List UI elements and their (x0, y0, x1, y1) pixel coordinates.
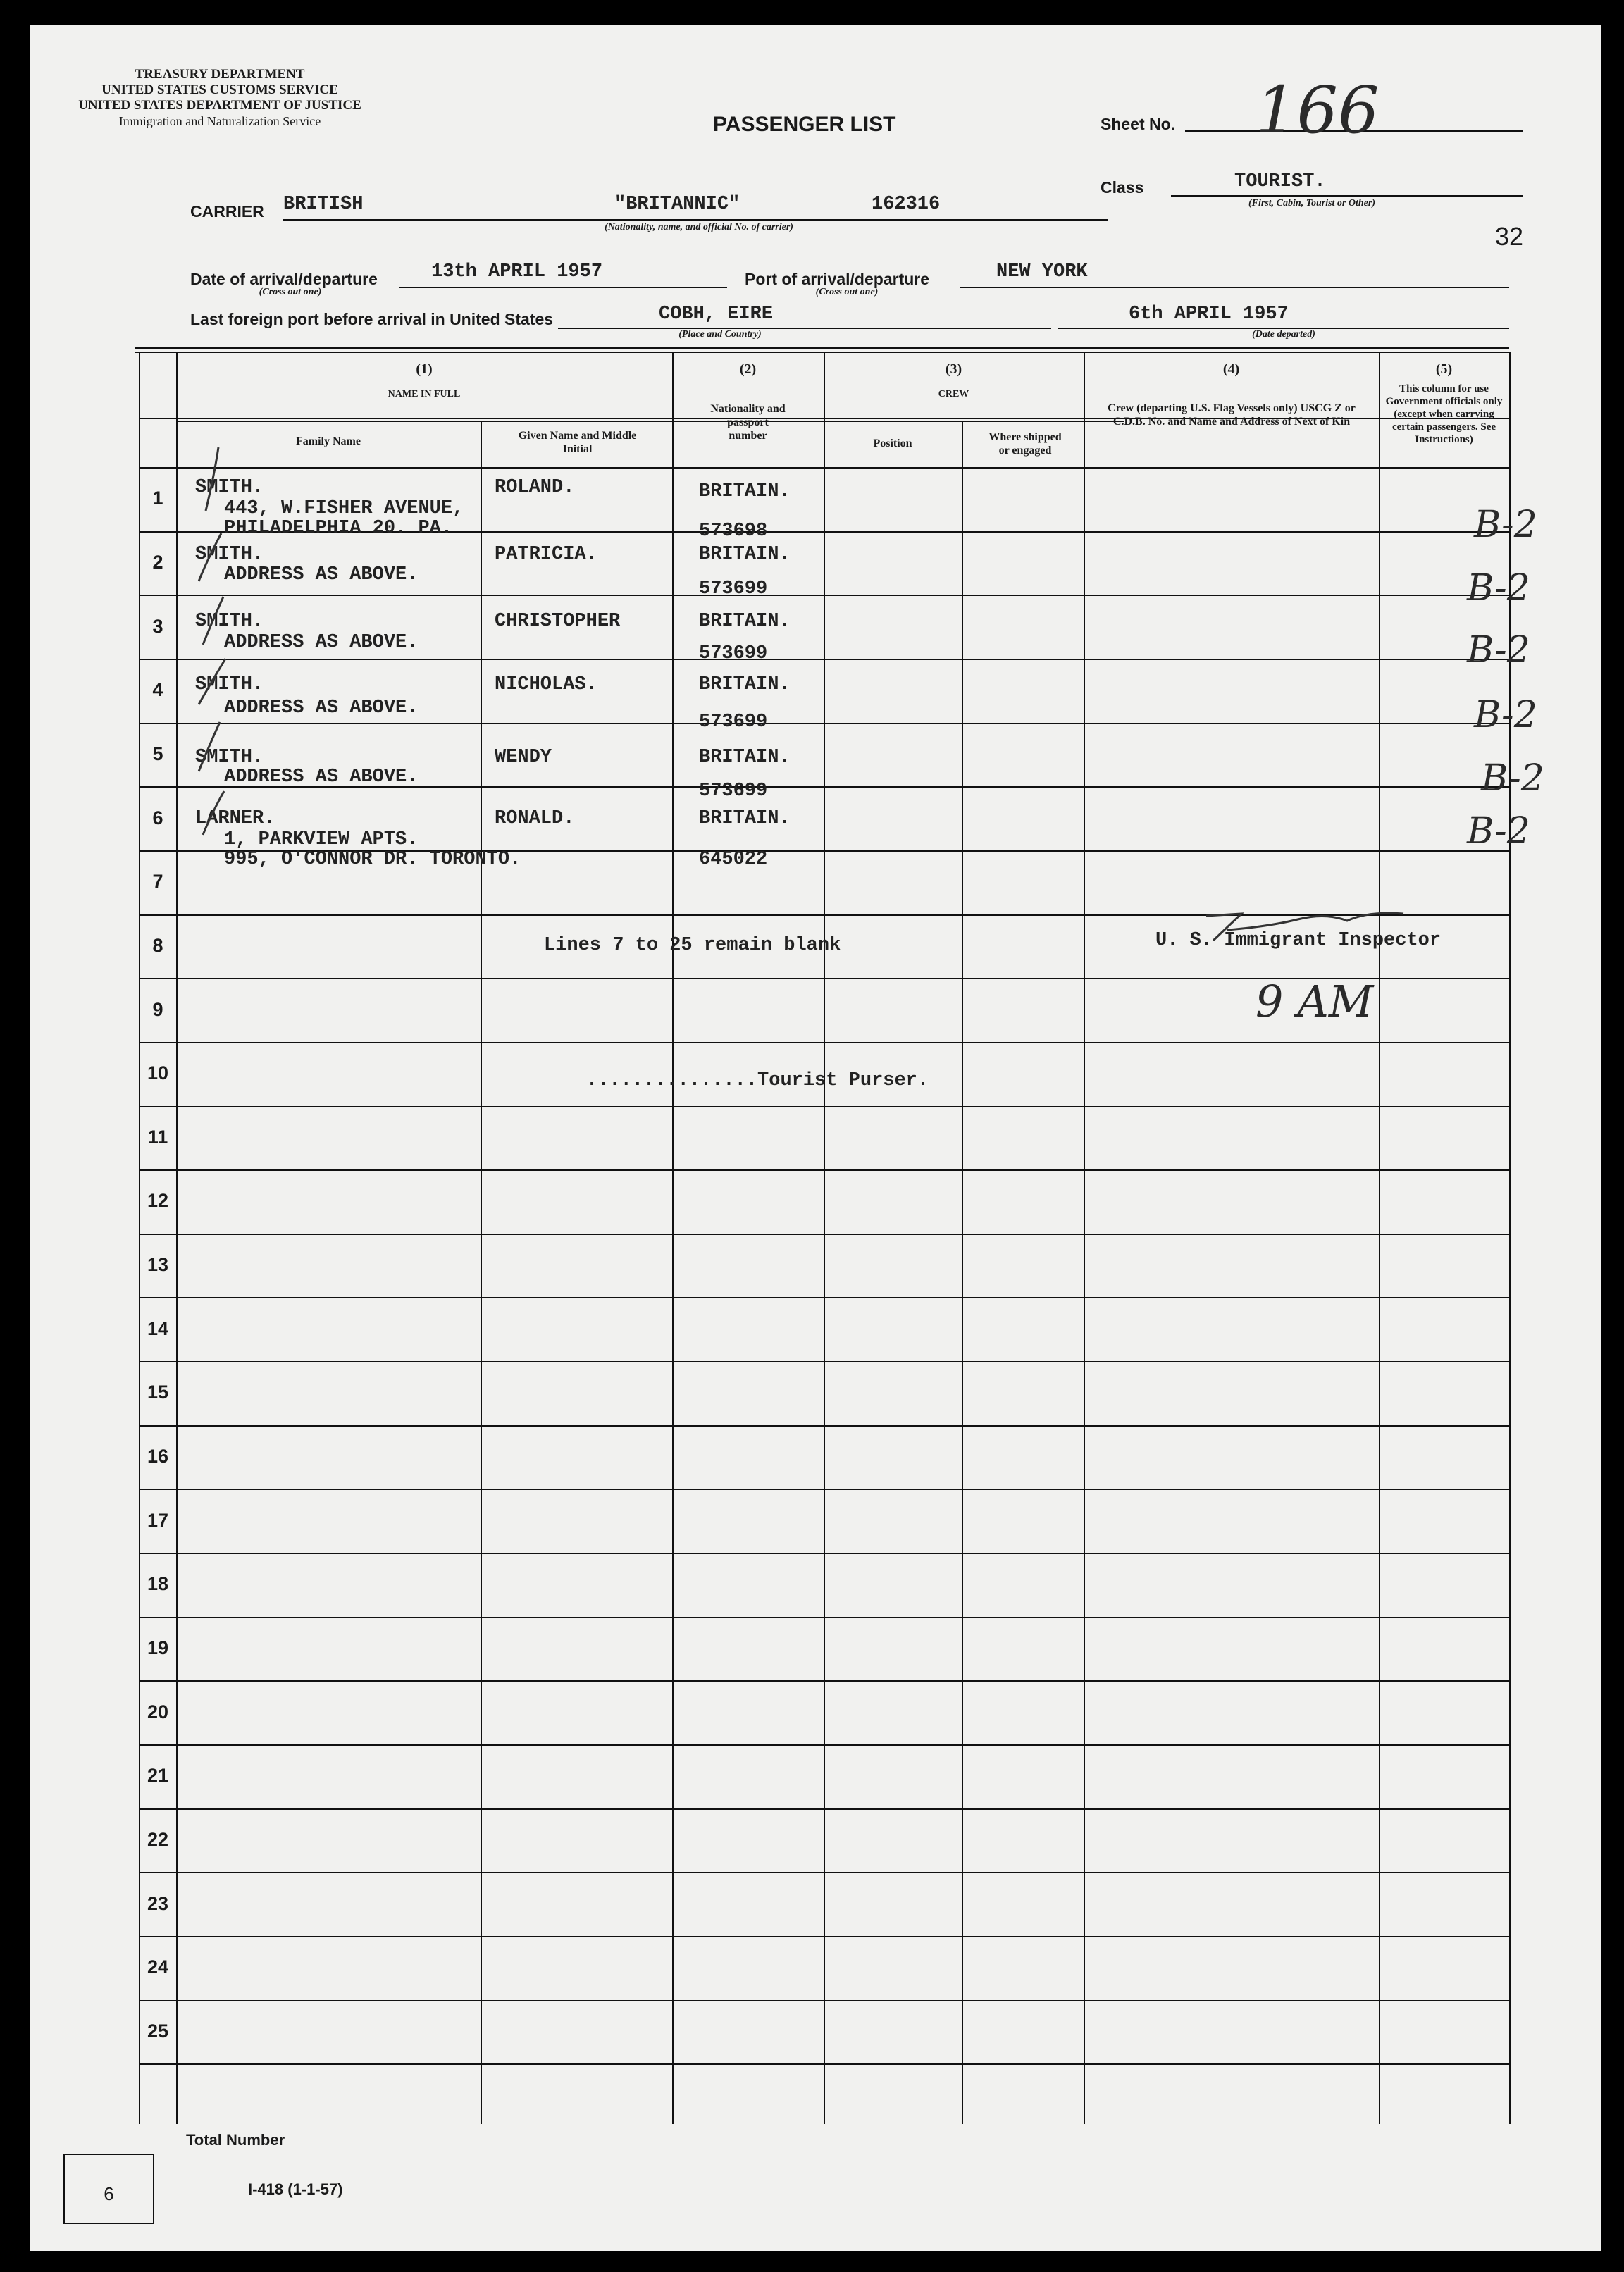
row-number: 5 (152, 743, 163, 764)
col1-number: (1) (416, 361, 433, 377)
purser-line: ...............Tourist Purser. (586, 1070, 929, 1091)
entry-5-family: SMITH. (195, 747, 264, 768)
entry-4-given: NICHOLAS. (495, 674, 597, 695)
page-title: PASSENGER LIST (713, 113, 896, 136)
entry-2-official-mark: B-2 (1467, 567, 1530, 609)
row-number: 1 (152, 488, 163, 509)
total-number-value: 6 (104, 2183, 114, 2204)
entry-5-passport: 573699 (699, 781, 768, 802)
entry-4-family: SMITH. (195, 674, 264, 695)
class-caption: (First, Cabin, Tourist or Other) (1248, 198, 1375, 209)
col-given-name: Given Name and Middle Initial (518, 430, 637, 455)
entry-4-passport: 573699 (699, 712, 768, 733)
entry-5-official-mark: B-2 (1481, 757, 1544, 800)
agency-line-justice: UNITED STATES DEPARTMENT OF JUSTICE (78, 98, 361, 113)
lastport-label: Last foreign port before arrival in United States (190, 310, 554, 328)
entry-1-given: ROLAND. (495, 477, 575, 498)
entry-4-address: ADDRESS AS ABOVE. (224, 697, 419, 719)
entry-3-official-mark: B-2 (1467, 629, 1530, 671)
col3-number: (3) (945, 361, 962, 377)
row-number: 12 (147, 1190, 169, 1211)
inspector-initials: 9 AM (1256, 976, 1374, 1027)
entry-6-family: LARNER. (195, 808, 275, 829)
entry-6-passport: 645022 (699, 849, 768, 870)
row-number: 14 (147, 1318, 169, 1339)
arrival-caption: (Cross out one) (259, 287, 322, 297)
row-number: 6 (152, 807, 163, 828)
row-number: 20 (147, 1701, 169, 1722)
blank-lines-note: Lines 7 to 25 remain blank (544, 935, 841, 956)
entry-5-nationality: BRITAIN. (699, 747, 791, 768)
total-number-box (63, 2154, 154, 2224)
row-number: 10 (147, 1062, 169, 1084)
arrival-date: 13th APRIL 1957 (431, 261, 603, 283)
entry-6-address-1: 1, PARKVIEW APTS. (224, 829, 419, 850)
entry-6-official-mark: B-2 (1467, 810, 1530, 852)
carrier-caption: (Nationality, name, and official No. of carrier) (605, 222, 793, 232)
entry-2-given: PATRICIA. (495, 544, 597, 565)
row-number: 4 (152, 679, 163, 700)
row-number: 19 (147, 1637, 169, 1658)
row-number: 13 (147, 1254, 169, 1275)
document-page (30, 25, 1601, 2251)
col4-number: (4) (1222, 361, 1240, 377)
port-caption: (Cross out one) (815, 287, 879, 297)
row-number: 7 (152, 871, 163, 892)
class-label: Class (1101, 178, 1144, 197)
row-number: 23 (147, 1893, 169, 1914)
page-corner-number: 32 (1495, 222, 1524, 251)
agency-line-ins: Immigration and Naturalization Service (118, 114, 321, 128)
col-where-shipped: Where shipped or engaged (988, 431, 1062, 457)
agency-line-customs: UNITED STATES CUSTOMS SERVICE (101, 82, 338, 97)
row-number: 21 (147, 1765, 169, 1786)
row-number: 24 (147, 1956, 169, 1978)
entry-1-family: SMITH. (195, 477, 264, 498)
entry-3-address: ADDRESS AS ABOVE. (224, 632, 419, 653)
entry-3-family: SMITH. (195, 611, 264, 632)
entry-1-official-mark: B-2 (1474, 504, 1537, 546)
entry-3-given: CHRISTOPHER (495, 611, 621, 632)
col4-title: Crew (departing U.S. Flag Vessels only) USCG Z or C.D.B. No. and Name and Address of Next of Kin (1108, 402, 1356, 428)
carrier-name: "BRITANNIC" (614, 194, 740, 215)
row-number: 2 (152, 552, 163, 573)
row-number: 8 (152, 935, 163, 956)
carrier-label: CARRIER (190, 202, 264, 221)
entry-6-given: RONALD. (495, 808, 575, 829)
entry-6-address-2: 995, O'CONNOR DR. TORONTO. (224, 849, 521, 870)
lastport-value: COBH, EIRE (659, 304, 774, 325)
row-number: 17 (147, 1510, 169, 1531)
row-number: 9 (152, 999, 163, 1020)
sheet-label: Sheet No. (1101, 115, 1176, 133)
total-number-label: Total Number (186, 2131, 285, 2149)
col5-title: This column for use Government officials only (except when carrying certain passengers. See Instructions) (1385, 383, 1503, 445)
col-family-name: Family Name (296, 435, 361, 447)
entry-2-passport: 573699 (699, 578, 768, 600)
col-position: Position (873, 437, 912, 449)
entry-1-passport: 573698 (699, 521, 768, 542)
entry-3-nationality: BRITAIN. (699, 611, 791, 632)
col2-title: Nationality and passport number (710, 403, 786, 442)
port-value: NEW YORK (996, 261, 1088, 283)
entry-1-address-1: 443, W.FISHER AVENUE, (224, 498, 464, 519)
col1-title: NAME IN FULL (388, 389, 461, 399)
row-number: 3 (152, 616, 163, 637)
agency-line-treasury: TREASURY DEPARTMENT (135, 67, 305, 82)
inspector-signature (30, 25, 1601, 2251)
entry-1-address-2: PHILADELPHIA 20. PA. (224, 518, 453, 539)
departed-value: 6th APRIL 1957 (1129, 304, 1289, 325)
col3-title: CREW (938, 389, 969, 399)
entry-2-family: SMITH. (195, 544, 264, 565)
row-number: 16 (147, 1446, 169, 1467)
entry-1-nationality: BRITAIN. (699, 481, 791, 502)
departed-caption: (Date departed) (1252, 329, 1315, 340)
col2-number: (2) (739, 361, 757, 377)
entry-5-address: ADDRESS AS ABOVE. (224, 766, 419, 788)
row-number: 15 (147, 1382, 169, 1403)
arrival-label: Date of arrival/departure (190, 270, 378, 288)
carrier-nationality: BRITISH (283, 194, 364, 215)
row-number: 18 (147, 1573, 169, 1594)
sheet-number: 166 (1256, 73, 1380, 148)
class-value: TOURIST. (1234, 171, 1326, 192)
col5-number: (5) (1435, 361, 1453, 377)
entry-4-official-mark: B-2 (1474, 694, 1537, 736)
entry-3-passport: 573699 (699, 643, 768, 664)
inspector-title: U. S. Immigrant Inspector (1155, 930, 1442, 951)
entry-2-nationality: BRITAIN. (699, 544, 791, 565)
lastport-caption: (Place and Country) (678, 329, 762, 340)
form-number: I-418 (1-1-57) (248, 2180, 343, 2198)
row-number: 22 (147, 1829, 169, 1850)
entry-5-given: WENDY (495, 747, 552, 768)
row-number: 11 (147, 1126, 168, 1148)
port-label: Port of arrival/departure (745, 270, 930, 288)
row-number: 25 (147, 2020, 169, 2042)
entry-2-address: ADDRESS AS ABOVE. (224, 564, 419, 585)
carrier-number: 162316 (872, 194, 941, 215)
entry-4-nationality: BRITAIN. (699, 674, 791, 695)
entry-6-nationality: BRITAIN. (699, 808, 791, 829)
